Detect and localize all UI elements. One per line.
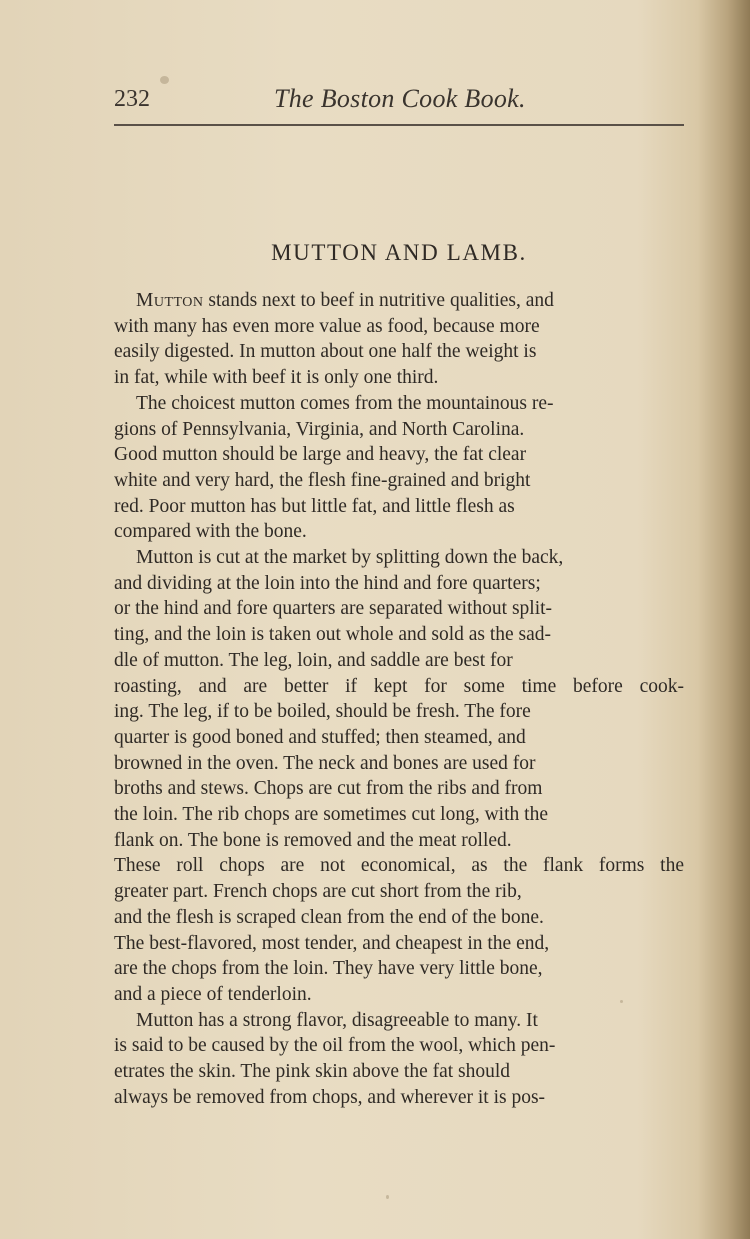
text-line: browned in the oven. The neck and bones are used for — [114, 752, 536, 774]
text-line: broths and stews. Chops are cut from the ribs and from — [114, 778, 543, 800]
text-line: These roll chops are not economical, as the flank forms the — [114, 855, 684, 877]
paragraph — [114, 391, 684, 545]
text-line: flank on. The bone is removed and the meat rolled. — [114, 829, 512, 851]
text-line: ting, and the loin is taken out whole and sold as the sad- — [114, 624, 552, 646]
header-rule — [114, 124, 684, 126]
text-line: red. Poor mutton has but little fat, and little flesh as — [114, 495, 515, 517]
section-title: MUTTON AND LAMB. — [271, 240, 527, 265]
text-line: in fat, while with beef it is only one third. — [114, 367, 439, 389]
page-number: 232 — [114, 86, 150, 112]
text-line: white and very hard, the flesh fine-grained and bright — [114, 469, 531, 491]
text-line: dle of mutton. The leg, loin, and saddle are best for — [114, 649, 513, 671]
text-line: Mutton stands next to beef in nutritive qualities, and — [136, 290, 554, 311]
text-line: etrates the skin. The pink skin above the fat should — [114, 1061, 511, 1083]
running-title: The Boston Cook Book. — [274, 84, 526, 113]
paragraph — [114, 1008, 684, 1111]
paragraph — [114, 288, 684, 391]
text-line: the loin. The rib chops are sometimes cut long, with the — [114, 804, 548, 826]
text-line: with many has even more value as food, because more — [114, 315, 540, 337]
text-line: The best-flavored, most tender, and cheapest in the end, — [114, 932, 550, 954]
text-line: compared with the bone. — [114, 521, 307, 543]
text-line: is said to be caused by the oil from the wool, which pen- — [114, 1035, 556, 1057]
text-line: greater part. French chops are cut short from the rib, — [114, 881, 522, 903]
paper-speck — [160, 76, 169, 84]
paper-speck — [386, 1195, 389, 1199]
text-line: and a piece of tenderloin. — [114, 983, 312, 1005]
text-line: The choicest mutton comes from the mountainous re- — [136, 392, 554, 414]
text-line: roasting, and are better if kept for some time before cook- — [114, 675, 684, 697]
text-line: are the chops from the loin. They have very little bone, — [114, 958, 543, 980]
text-line: easily digested. In mutton about one half the weight is — [114, 341, 537, 363]
body-text — [114, 288, 684, 1111]
text-line: ing. The leg, if to be boiled, should be fresh. The fore — [114, 701, 531, 723]
text-line: Mutton is cut at the market by splitting down the back, — [136, 547, 564, 569]
text-line: and dividing at the loin into the hind and fore quarters; — [114, 572, 541, 594]
text-line: quarter is good boned and stuffed; then steamed, and — [114, 726, 526, 748]
text-line: and the flesh is scraped clean from the end of the bone. — [114, 906, 544, 928]
text-line: or the hind and fore quarters are separated without split- — [114, 598, 553, 620]
paragraph — [114, 545, 684, 1008]
text-line: Mutton has a strong flavor, disagreeable to many. It — [136, 1009, 538, 1031]
text-line: Good mutton should be large and heavy, the fat clear — [114, 444, 527, 466]
text-line: always be removed from chops, and wherever it is pos- — [114, 1086, 546, 1108]
lead-word: Mutton — [136, 290, 204, 311]
text-line: gions of Pennsylvania, Virginia, and North Carolina. — [114, 418, 525, 440]
